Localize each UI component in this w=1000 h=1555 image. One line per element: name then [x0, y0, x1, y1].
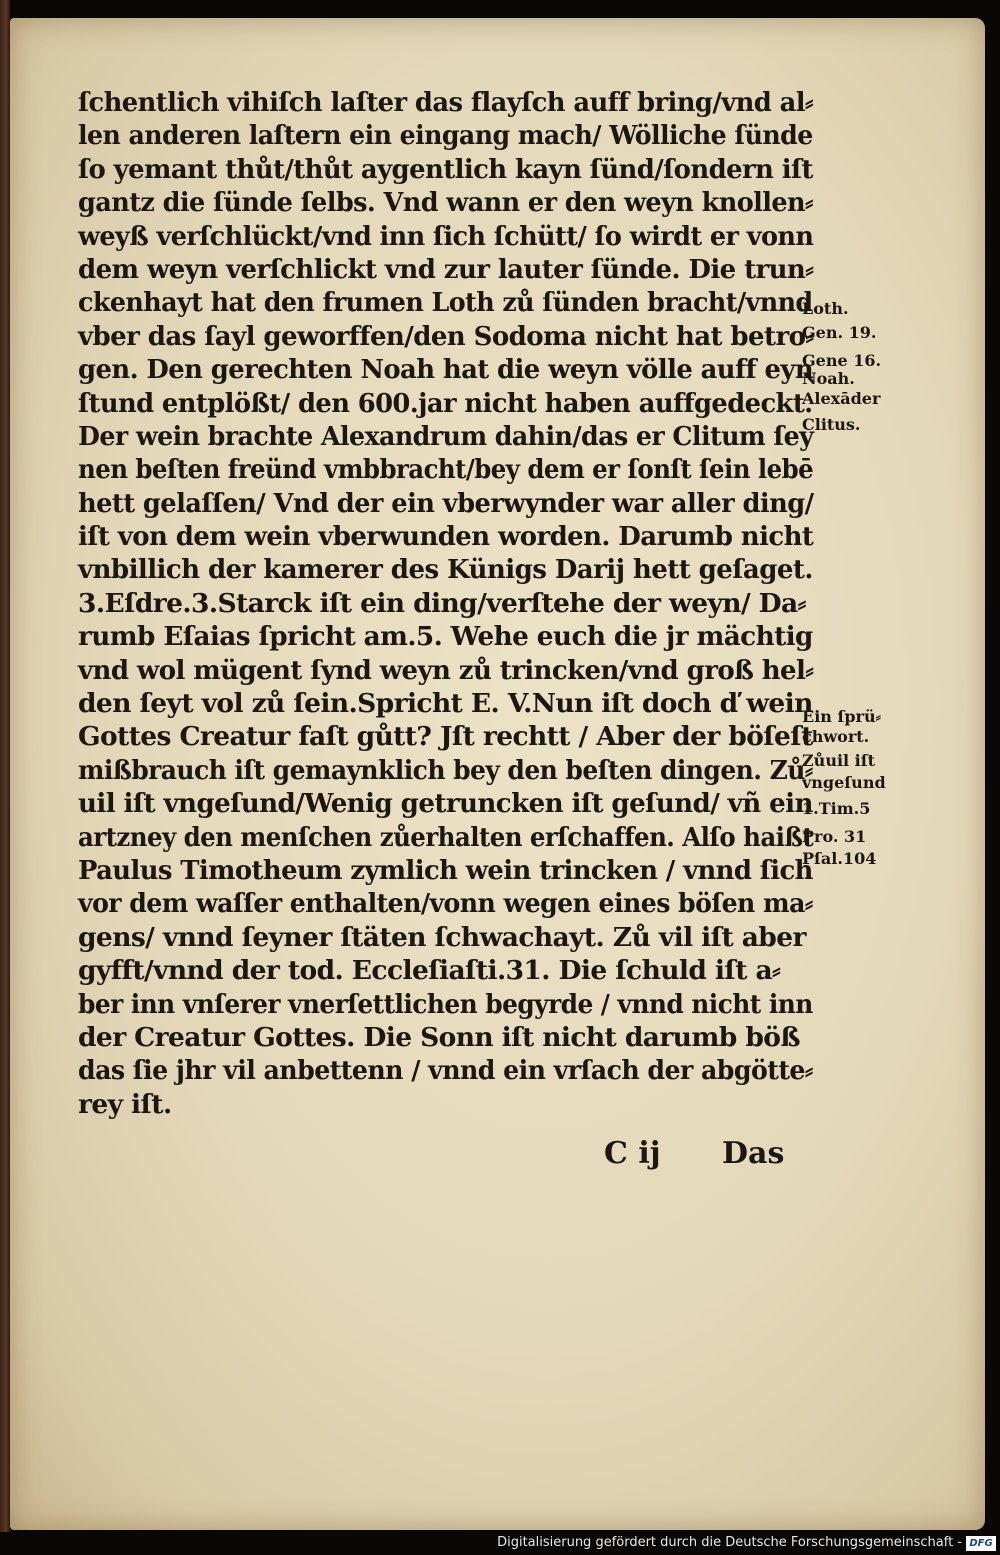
body-line: hett gelaſſen/ Vnd der ein vberwynder war aller ding/ — [78, 487, 814, 519]
body-line: iſt von dem wein vberwunden worden. Darumb nicht — [78, 521, 814, 553]
body-line: Gottes Creatur faſt gůtt? Jſt rechtt / Aber der böſeſt — [78, 721, 813, 753]
body-line: ſchentlich vihiſch laſter das flayſch auff bring/vnd al⸗ — [78, 87, 813, 118]
margin-note-clitus: Clitus. — [802, 415, 861, 434]
margin-note-zuvil: Zůuil iſt — [802, 751, 876, 770]
body-line: Paulus Timotheum zymlich wein trincken / vnnd ſich — [78, 854, 813, 886]
margin-note-pro: Pro. 31 — [802, 827, 867, 846]
margin-note-loth: Loth. — [802, 299, 849, 318]
footer-credit: Digitalisierung gefördert durch die Deutsche Forschungsgemeinschaft - — [497, 1535, 962, 1550]
body-line: dem weyn verſchlickt vnd zur lauter ſünde. Die trun⸗ — [78, 253, 814, 285]
body-line: ber inn vnſerer vnerſettlichen begyrde / vnnd nicht inn — [78, 988, 813, 1020]
body-line: artzney den menſchen zůerhalten erſchaffen. Alſo haißt — [78, 821, 814, 853]
body-line: ſtund entplößt/ den 600.jar nicht haben auffgedeckt. — [78, 387, 813, 419]
body-line: gyfft/vnnd der tod. Eccleſiaſti.31. Die ſchuld iſt a⸗ — [78, 955, 781, 987]
margin-note-gene-16: Gene 16. — [802, 351, 882, 370]
body-line: gen. Den gerechten Noah hat die weyn völle auff eyn — [78, 354, 814, 386]
margin-note-alexander: Alexāder — [802, 389, 881, 408]
body-line: gens/ vnnd ſeyner ſtäten ſchwachayt. Zů vil iſt aber — [78, 921, 806, 953]
body-line: vnbillich der kamerer des Künigs Darij hett geſaget. — [78, 554, 813, 586]
body-line: ckenhayt hat den frumen Loth zů ſünden bracht/vnnd — [78, 287, 813, 319]
book-page — [10, 18, 985, 1530]
margin-note-psal: Pſal.104 — [802, 849, 877, 868]
margin-note-tim: 1.Tim.5 — [802, 799, 871, 818]
body-line: nen beſten freünd vmbbracht/bey dem er ſonſt ſein lebē — [78, 454, 814, 486]
body-line: 3.Eſdre.3.Starck iſt ein ding/verſtehe der weyn/ Da⸗ — [78, 587, 806, 619]
margin-note-sprichwort-2: chwort. — [802, 727, 870, 746]
footer-bar — [0, 1532, 1000, 1555]
body-line: vor dem waſſer enthalten/vonn wegen eines böſen ma⸗ — [78, 888, 813, 920]
body-line: den ſeyt vol zů ſein.Spricht E. V.Nun iſt doch ď wein — [78, 688, 813, 720]
margin-note-ungesund: vngeſund — [802, 773, 886, 792]
body-line: rey iſt. — [78, 1088, 172, 1120]
margin-note-sprichwort: Ein ſprü⸗ — [802, 707, 881, 726]
body-line: len anderen laſtern ein eingang mach/ Wölliche ſünde — [78, 120, 813, 152]
signature-mark: C ij — [604, 1136, 661, 1171]
body-line: uil iſt vngeſund/Wenig getruncken iſt geſund/ vñ ein — [78, 788, 813, 820]
dfg-logo: DFG — [966, 1536, 996, 1551]
body-text — [78, 86, 813, 1121]
margin-note-gen-19: Gen. 19. — [802, 323, 877, 342]
body-line: weyß verſchlückt/vnd inn ſich ſchütt/ ſo wirdt er vonn — [78, 220, 814, 252]
body-line: der Creatur Gottes. Die Sonn iſt nicht darumb böß — [78, 1021, 800, 1053]
body-line: Der wein brachte Alexandrum dahin/das er Clitum ſey — [78, 420, 814, 452]
body-line: ſo yemant thůt/thůt aygentlich kayn ſünd/ſondern iſt — [78, 153, 813, 185]
body-line: vnd wol mügent ſynd weyn zů trincken/vnd groß hel⸗ — [78, 654, 814, 686]
catchword: Das — [722, 1136, 785, 1171]
body-line: rumb Eſaias ſpricht am.5. Wehe euch die jr mächtig — [78, 621, 813, 653]
body-line: vber das ſayl geworffen/den Sodoma nicht hat betro⸗ — [78, 320, 814, 352]
body-line: gantz die ſünde ſelbs. Vnd wann er den weyn knollen⸗ — [78, 187, 813, 219]
body-line: das ſie jhr vil anbettenn / vnnd ein vrſach der abgötte⸗ — [78, 1055, 813, 1087]
body-line: mißbrauch iſt gemaynklich bey den beſten dingen. Zů⸗ — [78, 754, 813, 786]
margin-note-noah: Noah. — [802, 369, 855, 388]
book-spine-edge — [0, 0, 10, 1532]
